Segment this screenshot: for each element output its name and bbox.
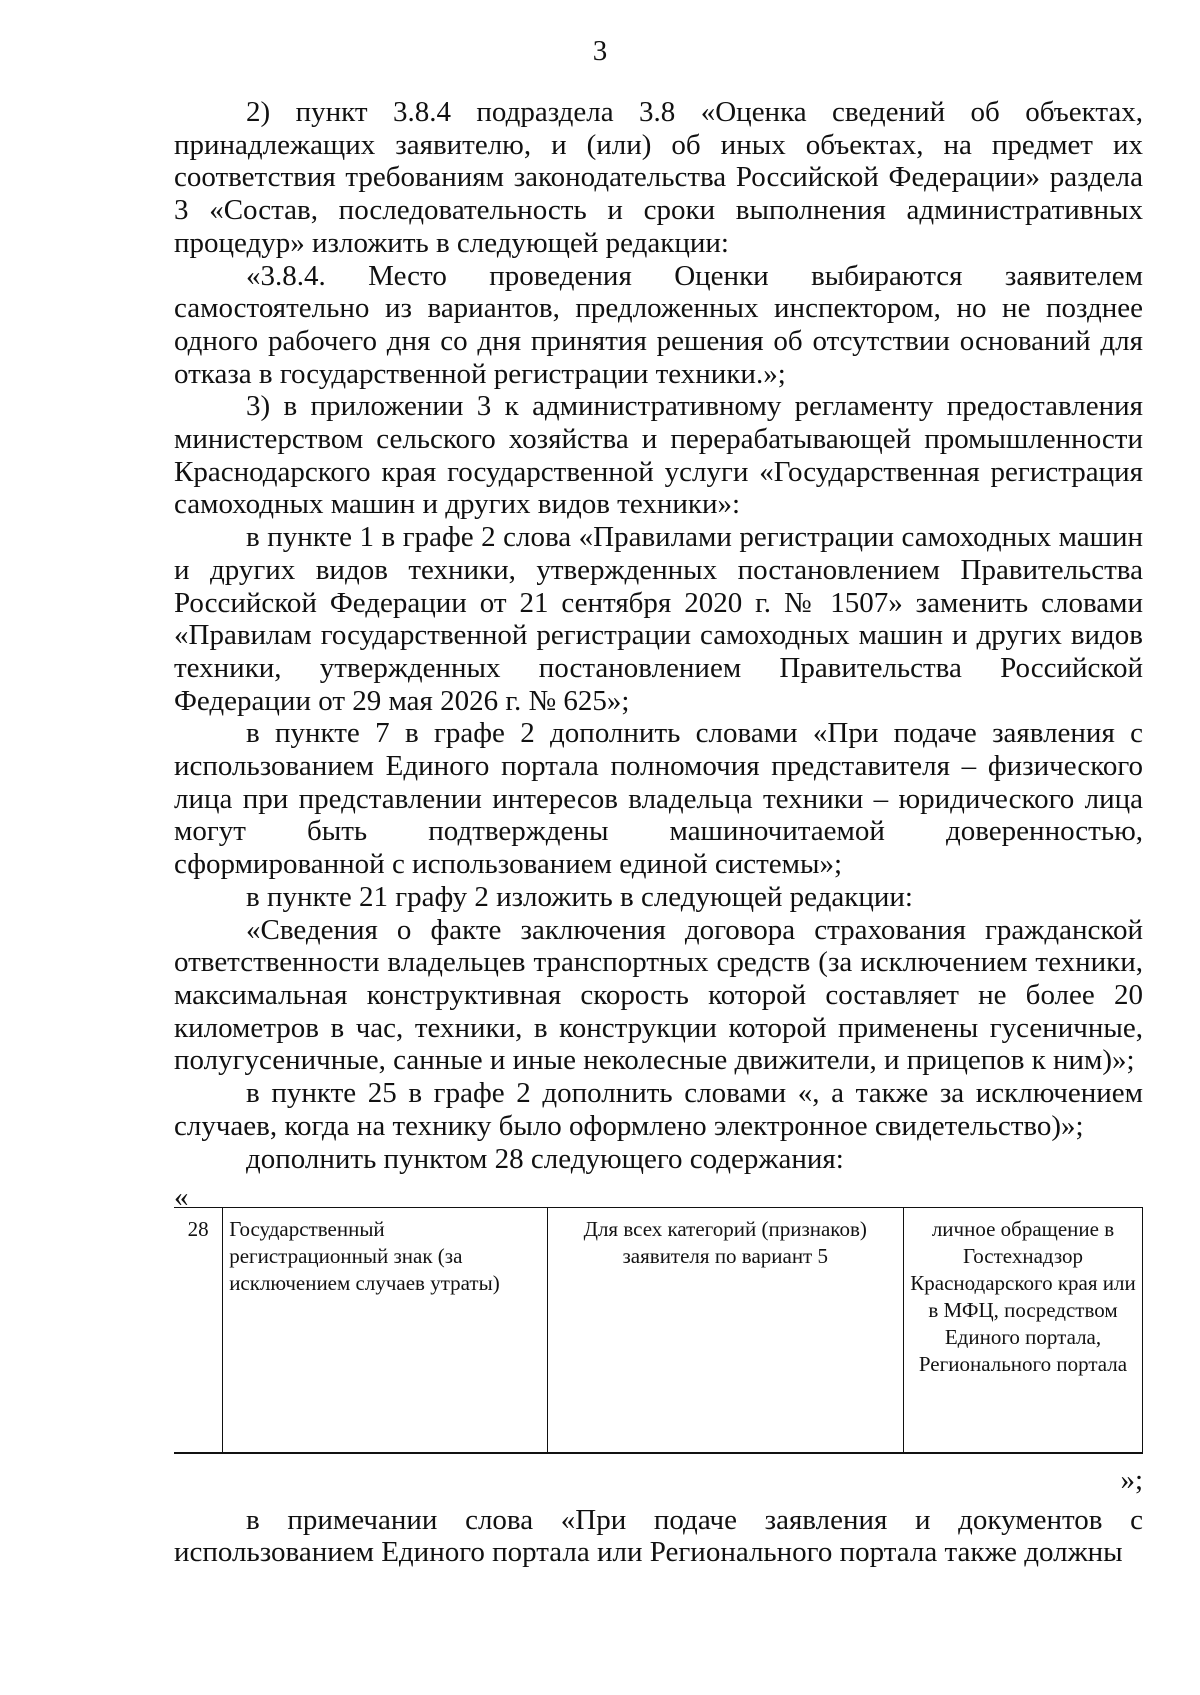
quote-close-mark: »;: [1120, 1463, 1143, 1496]
table-cell-name: Государственный регистрационный знак (за исключением случаев утраты): [223, 1208, 547, 1453]
paragraph-point-28-intro: дополнить пунктом 28 следующего содержания:: [246, 1142, 844, 1175]
paragraph-note: в примечании слова «При подаче заявления и документов с использованием Единого портала или Регионального портала также должны: [174, 1503, 1143, 1569]
paragraph-point-21: в пункте 21 графу 2 изложить в следующей редакции:: [246, 880, 913, 913]
table-row: [174, 1208, 1143, 1453]
table-cell-category: Для всех категорий (признаков) заявителя по вариант 5: [547, 1208, 903, 1453]
paragraph-item-2: 2) пункт 3.8.4 подраздела 3.8 «Оценка сведений об объектах, принадлежащих заявителю, и (или) об иных объектах, на предмет их соответствия требованиям законодательства Российской Федерации» раздела 3 «Состав, последовательность и сроки выполнения административных процедур» изложить в следующей редакции:: [174, 96, 1143, 259]
amendment-table: [174, 1207, 1143, 1454]
paragraph-point-7: в пункте 7 в графе 2 дополнить словами «При подаче заявления с использованием Единого портала полномочия представителя – физического лица при представлении интересов владельца техники – юридического лица могут быть подтверждены машиночитаемой доверенностью, сформированной с использованием единой системы»;: [174, 717, 1143, 881]
paragraph-item-3: 3) в приложении 3 к административному регламенту предоставления министерством сельского хозяйства и перерабатывающей промышленности Краснодарского края государственной услуги «Государственная регистрация самоходных машин и других видов техники»:: [174, 390, 1143, 521]
paragraph-point-25: в пункте 25 в графе 2 дополнить словами «, а также за исключением случаев, когда на технику было оформлено электронное свидетельство)»;: [174, 1077, 1143, 1142]
paragraph-3-8-4-text: «3.8.4. Место проведения Оценки выбираются заявителем самостоятельно из вариантов, предложенных инспектором, но не позднее одного рабочего дня со дня принятия решения об отсутствии оснований для отказа в государственной регистрации техники.»;: [174, 259, 1143, 390]
paragraph-point-1: в пункте 1 в графе 2 слова «Правилами регистрации самоходных машин и других видов техники, утвержденных постановлением Правительства Российской Федерации от 21 сентября 2020 г. № 1507» заменить словами «Правилам государственной регистрации самоходных машин и других видов техники, утвержденных постановлением Правительства Российской Федерации от 29 мая 2026 г. № 625»;: [174, 521, 1143, 717]
table-cell-method: личное обращение в Гостехнадзор Краснодарского края или в МФЦ, посредством Единого портала, Регионального портала: [903, 1208, 1142, 1453]
page-number: 3: [592, 35, 608, 67]
quote-open-mark: «: [174, 1181, 189, 1214]
paragraph-point-21-text: «Сведения о факте заключения договора страхования гражданской ответственности владельцев транспортных средств (за исключением техники, максимальная конструктивная скорость которой составляет не более 20 километров в час, техники, в конструкции которой применены гусеничные, полугусеничные, санные и иные неколесные движители, и прицепов к ним)»;: [174, 913, 1143, 1077]
table-cell-number: 28: [174, 1208, 223, 1453]
document-body: [174, 96, 1143, 1569]
